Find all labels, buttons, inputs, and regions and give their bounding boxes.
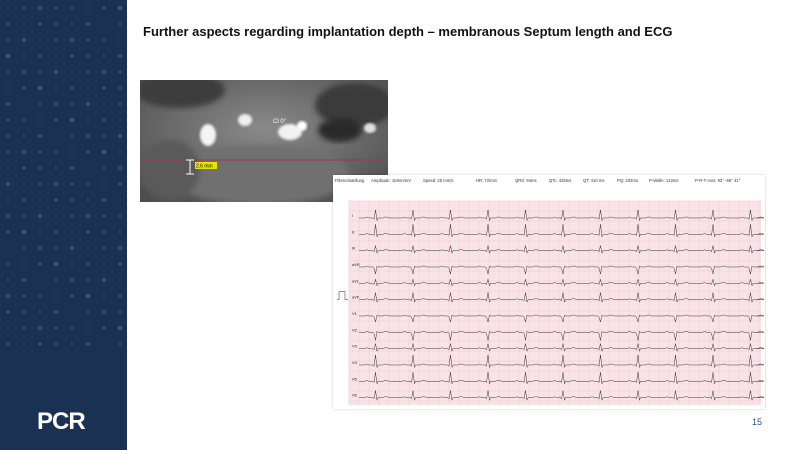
measure-label: 2.6 mm — [196, 163, 213, 170]
decor-dot — [54, 22, 59, 27]
decor-dot — [119, 119, 121, 121]
decor-dot — [71, 183, 74, 186]
decor-dot — [86, 310, 89, 313]
decor-dot — [70, 86, 74, 90]
decor-dot — [38, 54, 42, 58]
decor-dot — [86, 214, 91, 219]
decor-dot — [118, 182, 121, 185]
decor-dot — [6, 70, 9, 73]
ecg-pq: PQ: 202ms — [617, 178, 638, 183]
decor-dot — [22, 278, 26, 282]
decor-dot — [22, 38, 26, 42]
decor-dot — [6, 294, 11, 299]
decor-dot — [86, 230, 89, 233]
decor-dot — [6, 182, 10, 186]
decor-dot — [71, 151, 73, 153]
ecg-lead-label: V6 — [352, 392, 357, 398]
decor-dot — [38, 214, 42, 218]
decor-dot — [7, 199, 10, 202]
decor-dot — [38, 326, 43, 331]
decor-dot — [119, 311, 122, 314]
decor-dot — [86, 134, 91, 139]
decor-dot — [119, 199, 121, 201]
decor-dot — [102, 326, 105, 329]
ecg-lead-label: III — [352, 245, 356, 251]
decor-dot — [55, 247, 58, 250]
decor-dot — [7, 167, 9, 169]
decor-dot — [54, 102, 59, 107]
decor-dot — [22, 70, 27, 75]
decor-dot — [54, 198, 57, 201]
decor-dot — [70, 166, 74, 170]
decor-dot — [38, 342, 41, 345]
dot-pattern — [0, 0, 127, 450]
ecg-lead-label: V4 — [352, 359, 357, 365]
decor-dot — [70, 214, 73, 217]
decor-dot — [6, 214, 11, 219]
decor-dot — [103, 55, 106, 58]
ecg-lead-label: II — [352, 229, 355, 235]
decor-dot — [55, 135, 57, 137]
decor-dot — [54, 70, 58, 74]
ecg-filter: Filtereinstellung — [335, 178, 365, 183]
decor-dot — [102, 70, 107, 75]
decor-dot — [102, 310, 107, 315]
ecg-qrs: QRS: 94ms — [515, 178, 537, 183]
decor-dot — [7, 327, 9, 329]
decor-dot — [119, 71, 122, 74]
decor-dot — [38, 246, 43, 251]
decor-dot — [54, 38, 57, 41]
decor-dot — [23, 215, 26, 218]
decor-dot — [6, 230, 9, 233]
ecg-lead-label: V3 — [352, 343, 357, 349]
decor-dot — [87, 87, 89, 89]
ecg-axis: P-R-T-Axis: 93° -66° 41° — [695, 178, 741, 183]
page-number: 15 — [752, 417, 763, 427]
decor-dot — [86, 342, 90, 346]
decor-dot — [22, 6, 25, 9]
ecg-traces — [333, 175, 765, 409]
decor-dot — [119, 279, 121, 281]
decor-dot — [23, 23, 25, 25]
ecg-lead-label: aVR — [352, 261, 360, 267]
decor-dot — [70, 198, 75, 203]
decor-dot — [118, 342, 121, 345]
decor-dot — [87, 247, 89, 249]
decor-dot — [86, 294, 91, 299]
decor-dot — [23, 263, 25, 265]
decor-dot — [102, 118, 106, 122]
decor-dot — [103, 215, 106, 218]
decor-dot — [71, 71, 73, 73]
decor-dot — [70, 294, 73, 297]
ct-annotation: Cl 0° — [273, 119, 287, 125]
decor-dot — [55, 87, 58, 90]
decor-dot — [102, 278, 106, 282]
decor-dot — [39, 119, 41, 121]
decor-dot — [55, 7, 58, 10]
decor-dot — [86, 262, 90, 266]
ecg-qt: QT: 410 ms — [583, 178, 605, 183]
pcr-logo — [37, 406, 93, 434]
ecg-lead-label: I — [352, 212, 354, 218]
decor-dot — [39, 39, 41, 41]
decor-dot — [86, 150, 89, 153]
decor-dot — [118, 262, 121, 265]
decor-dot — [38, 86, 43, 91]
ecg-lead-label: V5 — [352, 376, 357, 382]
decor-dot — [7, 7, 9, 9]
decor-dot — [23, 183, 25, 185]
decor-dot — [71, 311, 73, 313]
decor-dot — [38, 166, 43, 171]
decor-dot — [7, 119, 10, 122]
decor-dot — [118, 22, 121, 25]
ecg-speed: Speed: 25 mm/s — [423, 178, 454, 183]
decor-dot — [102, 246, 105, 249]
decor-dot — [23, 343, 25, 345]
brand-sidebar — [0, 0, 127, 450]
decor-dot — [6, 22, 10, 26]
decor-dot — [87, 119, 90, 122]
slide-title: Further aspects regarding implantation depth – membranous Septum length and ECG — [143, 24, 673, 39]
ecg-lead-label: V2 — [352, 327, 357, 333]
decor-dot — [103, 295, 106, 298]
decor-dot — [54, 278, 57, 281]
decor-dot — [87, 39, 90, 42]
decor-dot — [54, 310, 58, 314]
decor-dot — [70, 134, 73, 137]
decor-dot — [86, 22, 90, 26]
ecg-lead-label: V1 — [352, 310, 357, 316]
decor-dot — [118, 86, 123, 91]
decor-dot — [38, 262, 41, 265]
decor-dot — [6, 134, 11, 139]
decor-dot — [6, 310, 9, 313]
decor-dot — [22, 326, 25, 329]
svg-text:PCR: PCR — [37, 408, 85, 434]
decor-dot — [71, 231, 73, 233]
ecg-hr: HR: 72/min — [476, 178, 497, 183]
decor-dot — [103, 135, 106, 138]
decor-dot — [71, 263, 74, 266]
decor-dot — [86, 54, 91, 59]
decor-dot — [71, 103, 74, 106]
decor-dot — [55, 215, 57, 217]
decor-dot — [70, 278, 75, 283]
ecg-pwave: P-Welle: 122ms — [649, 178, 679, 183]
decor-dot — [23, 135, 26, 138]
decor-dot — [102, 38, 106, 42]
ecg-lead-label: aVL — [352, 278, 360, 284]
decor-dot — [103, 183, 105, 185]
decor-dot — [71, 343, 74, 346]
decor-dot — [39, 151, 42, 154]
ecg-printout — [333, 175, 765, 409]
decor-dot — [6, 150, 9, 153]
decor-dot — [87, 7, 89, 9]
decor-dot — [38, 182, 41, 185]
decor-dot — [118, 246, 123, 251]
decor-dot — [54, 342, 59, 347]
decor-dot — [70, 326, 74, 330]
decor-dot — [6, 102, 10, 106]
decor-dot — [38, 134, 42, 138]
decor-dot — [22, 118, 26, 122]
decor-dot — [54, 230, 58, 234]
decor-dot — [7, 39, 10, 42]
decor-dot — [38, 6, 43, 11]
decor-dot — [23, 55, 26, 58]
decor-dot — [22, 150, 27, 155]
decor-dot — [39, 311, 42, 314]
decor-dot — [87, 199, 90, 202]
decor-dot — [103, 343, 105, 345]
decor-dot — [7, 247, 9, 249]
decor-dot — [38, 22, 41, 25]
decor-dot — [102, 198, 106, 202]
decor-dot — [6, 54, 11, 59]
decor-dot — [54, 182, 59, 187]
decor-dot — [87, 327, 89, 329]
ecg-amplitude: Amplitude: 10mm/mV — [371, 178, 412, 183]
decor-dot — [22, 310, 27, 315]
ecg-calibration-pulse — [337, 292, 348, 300]
decor-dot — [55, 55, 57, 57]
decor-dot — [22, 198, 26, 202]
decor-dot — [119, 231, 122, 234]
decor-dot — [118, 214, 122, 218]
decor-dot — [87, 279, 90, 282]
decor-dot — [118, 6, 123, 11]
decor-dot — [119, 151, 122, 154]
decor-dot — [55, 295, 57, 297]
decor-dot — [119, 39, 121, 41]
decor-dot — [54, 150, 58, 154]
decor-dot — [86, 102, 90, 106]
decor-dot — [39, 199, 41, 201]
decor-dot — [6, 342, 10, 346]
decor-dot — [39, 279, 41, 281]
decor-dot — [39, 231, 42, 234]
decor-dot — [86, 182, 90, 186]
decor-dot — [86, 70, 89, 73]
decor-dot — [55, 327, 58, 330]
decor-dot — [38, 102, 41, 105]
decor-dot — [54, 118, 57, 121]
decor-dot — [118, 102, 121, 105]
decor-dot — [23, 295, 26, 298]
decor-dot — [23, 103, 25, 105]
decor-dot — [103, 263, 105, 265]
decor-dot — [70, 6, 74, 10]
decor-dot — [102, 166, 105, 169]
decor-dot — [7, 279, 10, 282]
decor-dot — [71, 23, 74, 26]
decor-dot — [102, 230, 107, 235]
decor-dot — [7, 87, 9, 89]
decor-dot — [70, 54, 73, 57]
decor-dot — [55, 167, 58, 170]
decor-dot — [87, 167, 89, 169]
decor-dot — [22, 166, 25, 169]
decor-dot — [70, 38, 75, 43]
ecg-qtc: QTc: 429ms — [549, 178, 572, 183]
decor-dot — [103, 23, 105, 25]
decor-dot — [22, 230, 27, 235]
decor-dot — [118, 134, 122, 138]
decor-dot — [6, 262, 10, 266]
decor-dot — [54, 262, 59, 267]
decor-dot — [22, 246, 25, 249]
decor-dot — [118, 54, 122, 58]
decor-dot — [22, 86, 25, 89]
decor-dot — [102, 86, 105, 89]
ecg-lead-label: aVF — [352, 294, 360, 300]
decor-dot — [118, 326, 123, 331]
decor-dot — [70, 118, 75, 123]
decor-dot — [102, 6, 105, 9]
decor-dot — [103, 103, 105, 105]
decor-dot — [118, 166, 123, 171]
decor-dot — [118, 294, 122, 298]
decor-dot — [38, 294, 42, 298]
decor-dot — [70, 246, 74, 250]
decor-dot — [39, 71, 42, 74]
decor-dot — [102, 150, 107, 155]
